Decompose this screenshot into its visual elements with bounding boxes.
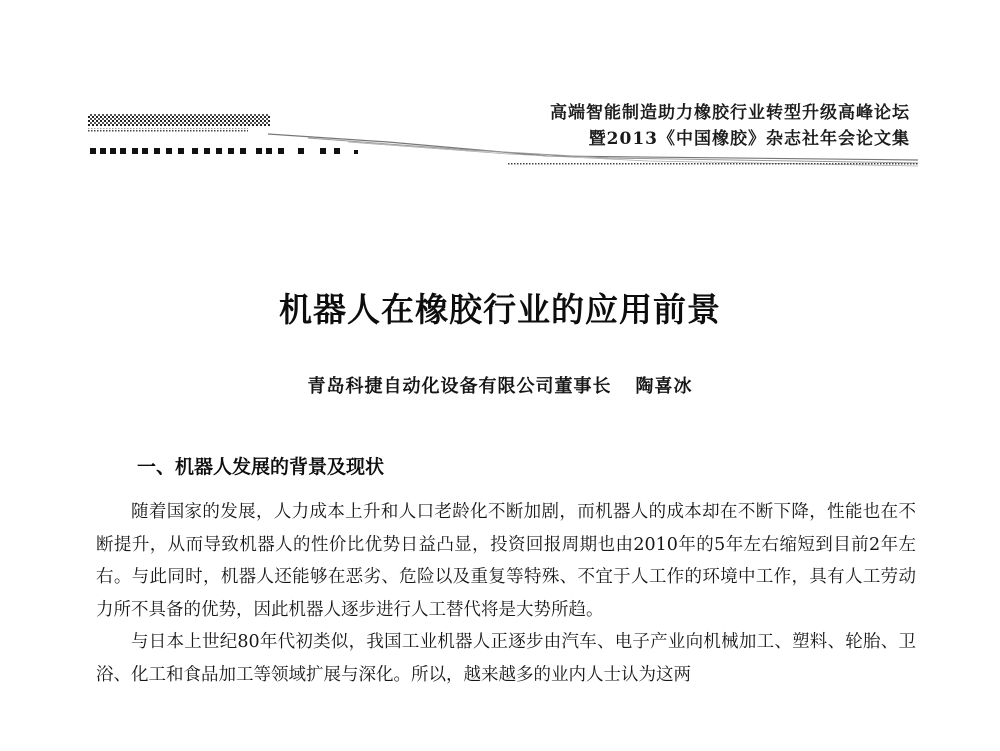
paragraph-1: 随着国家的发展，人力成本上升和人口老龄化不断加剧，而机器人的成本却在不断下降，性能也在不断提升，从而导致机器人的性价比优势日益凸显，投资回报周期也由2010年的5年左右缩短到目前2年左右。与此同时，机器人还能够在恶劣、危险以及重复等特殊、不宜于人工作的环境中工作，具有人工劳动力所不具备的优势，因此机器人逐步进行人工替代将是大势所趋。: [96, 502, 916, 620]
author-name: 陶喜冰: [635, 376, 693, 397]
section-heading: 一、机器人发展的背景及现状: [137, 456, 385, 478]
proceedings-header-line-1: 高端智能制造助力橡胶行业转型升级高峰论坛: [550, 103, 910, 123]
author-byline: [0, 372, 1000, 398]
body-text: [96, 496, 916, 692]
proceedings-header: [550, 100, 910, 152]
proceedings-header-line-2: 暨2013《中国橡胶》杂志社年会论文集: [588, 129, 910, 149]
paragraph-2: 与日本上世纪80年代初类似，我国工业机器人正逐步由汽车、电子产业向机械加工、塑料、轮胎、卫浴、化工和食品加工等领域扩展与深化。所以，越来越多的业内人士认为这两: [96, 632, 916, 685]
article-title: 机器人在橡胶行业的应用前景: [279, 290, 721, 329]
author-affiliation: 青岛科捷自动化设备有限公司董事长: [307, 376, 612, 397]
